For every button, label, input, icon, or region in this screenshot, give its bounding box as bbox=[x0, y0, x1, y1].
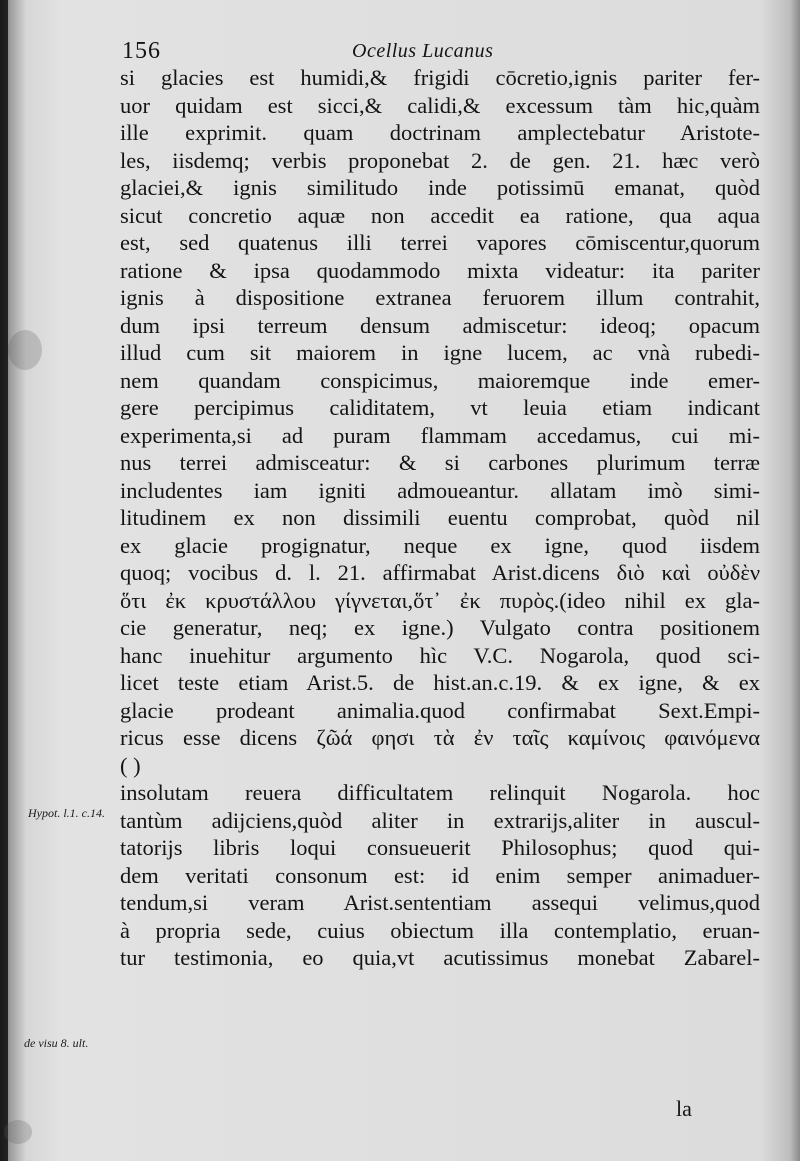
text-line: glacie prodeant animalia.quod confirmabat Sext.Empi- bbox=[120, 697, 760, 723]
margin-note: Hypot. l.1. c.14. bbox=[28, 806, 105, 820]
text-line: ignis à dispositione extranea feruorem illum contrahit, bbox=[120, 285, 760, 310]
text-line: uor quidam est sicci,& calidi,& excessum tàm hic,quàm bbox=[120, 92, 760, 118]
text-line: litudinem ex non dissimili euentu comprobat, quòd nil bbox=[120, 505, 760, 530]
text-line: nus terrei admisceatur: & si carbones plurimum terræ bbox=[120, 450, 760, 475]
text-line: tendum,si veram Arist.sententiam assequi velimus,quod bbox=[120, 890, 760, 915]
text-line: à propria sede, cuius obiectum illa contemplatio, eruan- bbox=[120, 917, 760, 943]
text-line: licet teste etiam Arist.5. de hist.an.c.19. & ex igne, & ex bbox=[120, 670, 760, 695]
text-line: les, iisdemq; verbis proponebat 2. de gen. 21. hæc verò bbox=[120, 147, 760, 173]
text-line: ille exprimit. quam doctrinam amplectebatur Aristote- bbox=[120, 120, 760, 145]
text-line: ratione & ipsa quodammodo mixta videatur: ita pariter bbox=[120, 257, 760, 283]
text-line: quoq; vocibus d. l. 21. affirmabat Arist.dicens διὸ καὶ οὐδὲν bbox=[120, 560, 760, 585]
text-line: experimenta,si ad puram flammam accedamus, cui mi- bbox=[120, 422, 760, 448]
text-line: dum ipsi terreum densum admiscetur: ideoq; opacum bbox=[120, 312, 760, 338]
text-line: glaciei,& ignis similitudo inde potissimū emanat, quòd bbox=[120, 175, 760, 200]
text-line: cie generatur, neq; ex igne.) Vulgato contra positionem bbox=[120, 615, 760, 640]
text-line: gere percipimus caliditatem, vt leuia etiam indicant bbox=[120, 395, 760, 420]
text-line: si glacies est humidi,& frigidi cōcretio,ignis pariter fer- bbox=[120, 65, 760, 90]
text-line: nem quandam conspicimus, maioremque inde emer- bbox=[120, 367, 760, 393]
text-line: ex glacie progignatur, neque ex igne, quod iisdem bbox=[120, 532, 760, 558]
text-line: illud cum sit maiorem in igne lucem, ac vnà rubedi- bbox=[120, 340, 760, 365]
text-line: sicut concretio aquæ non accedit ea ratione, qua aqua bbox=[120, 202, 760, 228]
text-line: tatorijs libris loqui consueuerit Philosophus; quod qui- bbox=[120, 835, 760, 860]
text-line: dem veritati consonum est: id enim semper animaduer- bbox=[120, 862, 760, 888]
page-number: 156 bbox=[122, 38, 161, 64]
text-line: ( ) bbox=[120, 752, 141, 778]
running-head: Ocellus Lucanus bbox=[352, 40, 494, 62]
text-line: tantùm adijciens,quòd aliter in extrarijs,aliter in auscul- bbox=[120, 807, 760, 833]
text-line: est, sed quatenus illi terrei vapores cōmiscentur,quorum bbox=[120, 230, 760, 255]
body-text bbox=[120, 64, 760, 972]
text-line: includentes iam igniti admoueantur. allatam imò simi- bbox=[120, 477, 760, 503]
text-line: ricus esse dicens ζῶά φησι τὰ ἐν ταῖς καμίνοις φαινόμενα bbox=[120, 725, 760, 750]
text-line: insolutam reuera difficultatem relinquit Nogarola. hoc bbox=[120, 780, 760, 805]
text-line: ὅτι ἐκ κρυστάλλου γίγνεται,ὅτ᾽ ἐκ πυρὸς.(ideo nihil ex gla- bbox=[120, 587, 760, 613]
text-line: hanc inuehitur argumento hìc V.C. Nogarola, quod sci- bbox=[120, 642, 760, 668]
margin-note: de visu 8. ult. bbox=[24, 1036, 89, 1050]
text-line: tur testimonia, eo quia,vt acutissimus monebat Zabarel- bbox=[120, 945, 760, 970]
catchword: la bbox=[676, 1096, 692, 1121]
